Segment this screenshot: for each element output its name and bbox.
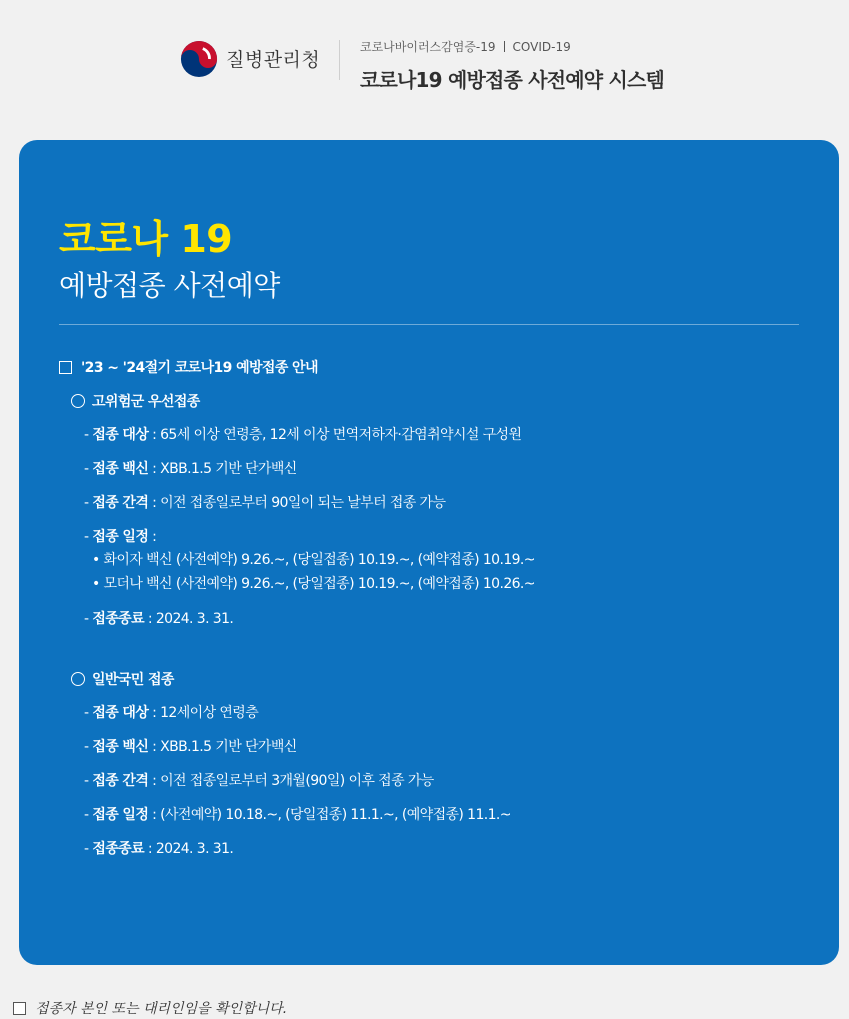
section-heading-high-risk [71, 390, 809, 412]
interval-row: - 접종 간격 : 이전 접종일로부터 3개월(90일) 이후 접종 가능 [84, 773, 434, 789]
target-row: - 접종 대상 : 65세 이상 연령층, 12세 이상 면역저하자·감염취약시설 구성원 [84, 427, 522, 443]
row-label: 접종 일정 [92, 529, 149, 545]
row-label: 접종종료 [92, 611, 145, 627]
subtitle-english: COVID-19 [512, 40, 571, 54]
row-value: : XBB.1.5 기반 단가백신 [148, 739, 297, 755]
header-subtitle [360, 38, 571, 55]
row-label: 접종 간격 [92, 773, 149, 789]
subtitle-separator [504, 41, 505, 52]
confirm-checkbox[interactable] [13, 1002, 26, 1015]
subtitle-korean: 코로나바이러스감염증-19 [360, 40, 496, 54]
row-label: 접종종료 [92, 841, 145, 857]
interval-row: - 접종 간격 : 이전 접종일로부터 90일이 되는 날부터 접종 가능 [84, 495, 446, 511]
row-value: : XBB.1.5 기반 단가백신 [148, 461, 297, 477]
circle-icon [71, 672, 85, 686]
agency-name: 질병관리청 [226, 49, 321, 71]
row-value: : [148, 529, 157, 545]
row-label: 접종 백신 [92, 739, 149, 755]
row-value: : 2024. 3. 31. [144, 841, 234, 857]
notice-title-text: '23 ~ '24절기 코로나19 예방접종 안내 [81, 360, 318, 376]
panel-title: 코로나 19 [59, 217, 233, 261]
header-divider [339, 40, 340, 80]
end-row: - 접종종료 : 2024. 3. 31. [84, 841, 234, 857]
vaccine-row: - 접종 백신 : XBB.1.5 기반 단가백신 [84, 739, 297, 755]
schedule-moderna: • 모더나 백신 (사전예약) 9.26.~, (당일접종) 10.19.~, (예약접종) 10.26.~ [92, 576, 535, 592]
schedule-pfizer: • 화이자 백신 (사전예약) 9.26.~, (당일접종) 10.19.~, (예약접종) 10.19.~ [92, 552, 535, 568]
site-header [0, 0, 849, 140]
vaccination-notice [59, 356, 809, 860]
info-panel [19, 140, 839, 965]
square-icon [59, 361, 72, 374]
schedule-row: - 접종 일정 : (사전예약) 10.18.~, (당일접종) 11.1.~, (예약접종) 11.1.~ [84, 807, 511, 823]
taegeuk-logo-icon [180, 40, 218, 78]
row-value: : 12세이상 연령층 [148, 705, 259, 721]
section-heading-text: 일반국민 접종 [92, 672, 174, 688]
vaccine-row: - 접종 백신 : XBB.1.5 기반 단가백신 [84, 461, 297, 477]
panel-subtitle: 예방접종 사전예약 [59, 269, 280, 302]
row-label: 접종 대상 [92, 705, 149, 721]
circle-icon [71, 394, 85, 408]
notice-title [59, 356, 809, 378]
row-value: : 이전 접종일로부터 3개월(90일) 이후 접종 가능 [148, 773, 434, 789]
section-heading-general [71, 668, 809, 690]
row-value: : 이전 접종일로부터 90일이 되는 날부터 접종 가능 [148, 495, 446, 511]
panel-divider [59, 324, 799, 325]
row-label: 접종 백신 [92, 461, 149, 477]
section-heading-text: 고위험군 우선접종 [92, 394, 200, 410]
confirm-label: 접종자 본인 또는 대리인임을 확인합니다. [35, 1001, 288, 1017]
identity-confirm[interactable] [13, 998, 287, 1018]
end-row: - 접종종료 : 2024. 3. 31. [84, 611, 234, 627]
row-label: 접종 대상 [92, 427, 149, 443]
target-row: - 접종 대상 : 12세이상 연령층 [84, 705, 259, 721]
row-label: 접종 간격 [92, 495, 149, 511]
row-label: 접종 일정 [92, 807, 149, 823]
schedule-row: - 접종 일정 : [84, 529, 157, 545]
row-value: : 65세 이상 연령층, 12세 이상 면역저하자·감염취약시설 구성원 [148, 427, 522, 443]
row-value: : (사전예약) 10.18.~, (당일접종) 11.1.~, (예약접종) 11.1.~ [148, 807, 511, 823]
row-value: : 2024. 3. 31. [144, 611, 234, 627]
system-title: 코로나19 예방접종 사전예약 시스템 [360, 68, 665, 92]
